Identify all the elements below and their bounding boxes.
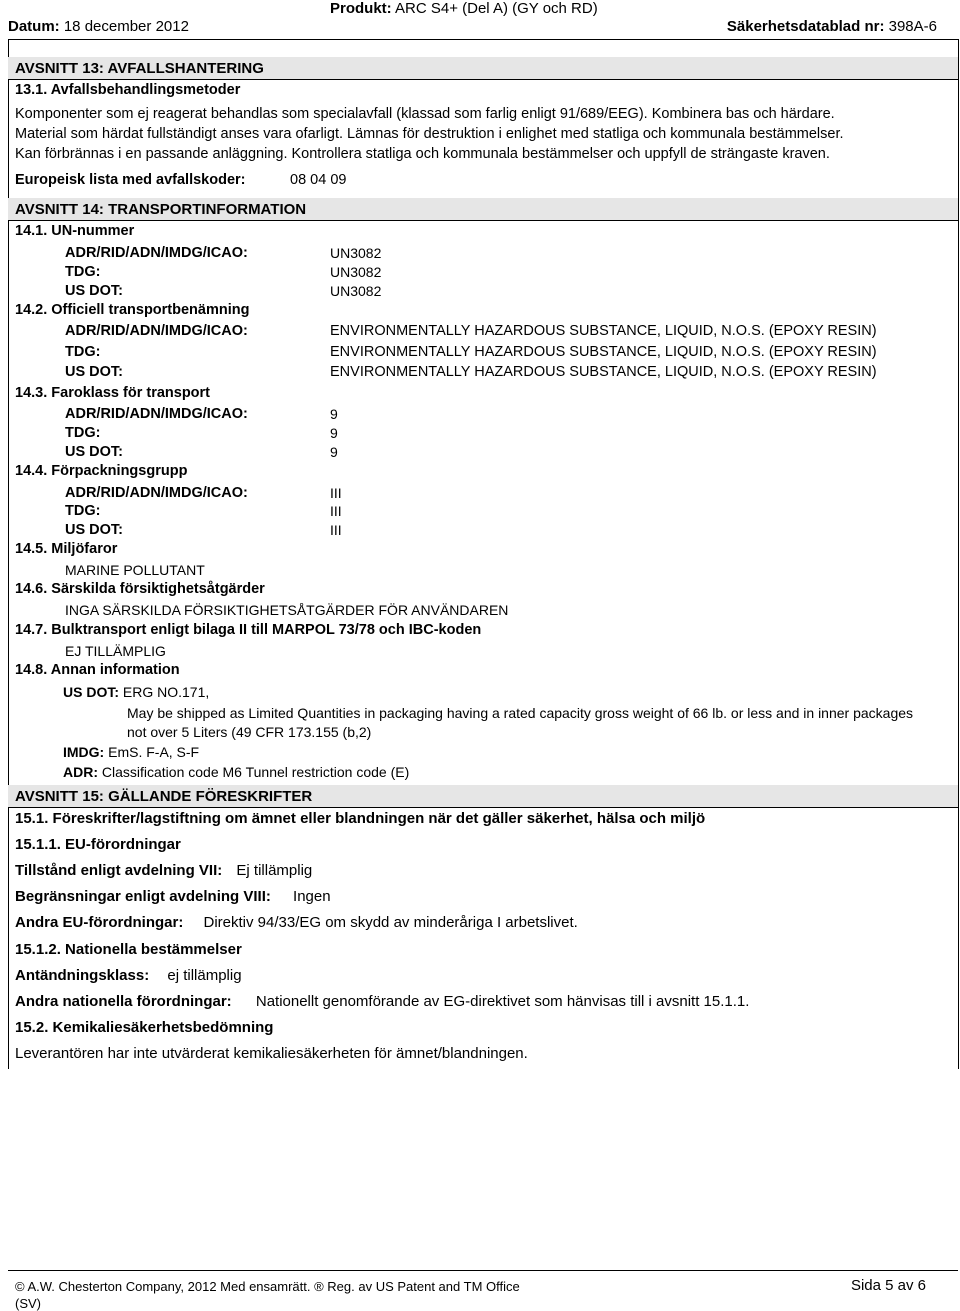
- un-number-title: 14.1. UN-nummer: [15, 223, 135, 239]
- restrictions-value: Ingen: [293, 888, 331, 905]
- frame-right: [958, 39, 959, 1069]
- un-row-label: ADR/RID/ADN/IMDG/ICAO:: [65, 245, 248, 261]
- shipping-name-value: ENVIRONMENTALLY HAZARDOUS SUBSTANCE, LIQUID, N.O.S. (EPOXY RESIN): [330, 344, 877, 360]
- shipping-name-label: ADR/RID/ADN/IMDG/ICAO:: [65, 323, 248, 339]
- shipping-name-label: US DOT:: [65, 364, 123, 380]
- shipping-name-label: TDG:: [65, 344, 101, 360]
- sds-label: Säkerhetsdatablad nr:: [726, 18, 885, 35]
- us-dot-label: US DOT:: [63, 684, 119, 700]
- un-row-value: UN3082: [330, 264, 382, 280]
- section-15-title: AVSNITT 15: GÄLLANDE FÖRESKRIFTER: [15, 788, 313, 805]
- us-dot-info: [63, 684, 209, 700]
- other-eu-value: Direktiv 94/33/EG om skydd av minderåriga I arbetslivet.: [203, 914, 578, 931]
- header-rule: [8, 39, 958, 40]
- date-label: Datum:: [8, 18, 60, 35]
- un-row-value: UN3082: [330, 283, 382, 299]
- other-national-label: Andra nationella förordningar:: [15, 993, 232, 1010]
- sds-value: 398A-6: [888, 18, 937, 35]
- un-row-value: UN3082: [330, 245, 382, 261]
- section-13-line: Kan förbrännas i en passande anläggning. Kontrollera statliga och kommunala bestämmelser och uppfyll de strängaste kraven.: [15, 146, 830, 162]
- section-13-line: Komponenter som ej reagerat behandlas som specialavfall (klassad som farlig enligt 91/689/EEG). Kombinera bas och härdare.: [15, 106, 835, 122]
- footer-rule: [8, 1270, 958, 1271]
- date-value: 18 december 2012: [63, 18, 189, 35]
- restrictions-row: [15, 888, 331, 905]
- packing-group-label: US DOT:: [65, 522, 123, 538]
- section-15-1-2-title: 15.1.2. Nationella bestämmelser: [15, 941, 242, 958]
- hazard-class-label: TDG:: [65, 425, 101, 441]
- authorisation-label: Tillstånd enligt avdelning VII:: [15, 862, 223, 879]
- authorisation-row: [15, 862, 312, 879]
- special-precautions-title: 14.6. Särskilda försiktighetsåtgärder: [15, 581, 265, 597]
- ignition-class-value: ej tillämplig: [167, 967, 242, 984]
- waste-code-label: Europeisk lista med avfallskoder:: [15, 172, 246, 188]
- adr-value: Classification code M6 Tunnel restriction code (E): [101, 764, 410, 780]
- packing-group-value: III: [330, 503, 342, 519]
- frame-left: [8, 39, 9, 1069]
- waste-code-value: 08 04 09: [290, 172, 347, 188]
- un-row-label: US DOT:: [65, 283, 123, 299]
- footer-copyright: © A.W. Chesterton Company, 2012 Med ensamrätt. ® Reg. av US Patent and TM Office: [15, 1279, 520, 1294]
- us-dot-value: ERG NO.171,: [122, 684, 210, 700]
- section-13-line: Material som härdat fullständigt anses vara ofarligt. Lämnas för destruktion i enlighet med statliga och kommunala bestämmelser.: [15, 126, 844, 142]
- hazard-class-label: ADR/RID/ADN/IMDG/ICAO:: [65, 406, 248, 422]
- hazard-class-value: 9: [330, 444, 338, 460]
- section-14-header: [8, 198, 958, 221]
- other-national-value: Nationellt genomförande av EG-direktivet som hänvisas till i avsnitt 15.1.1.: [255, 993, 750, 1010]
- header-sds: [727, 18, 937, 35]
- us-dot-note: not over 5 Liters (49 CFR 173.155 (b,2): [127, 724, 372, 740]
- shipping-name-value: ENVIRONMENTALLY HAZARDOUS SUBSTANCE, LIQUID, N.O.S. (EPOXY RESIN): [330, 323, 877, 339]
- ignition-class-row: [15, 967, 242, 984]
- packing-group-value: III: [330, 522, 342, 538]
- section-15-2-text: Leverantören har inte utvärderat kemikaliesäkerheten för ämnet/blandningen.: [15, 1045, 528, 1062]
- section-13-title: AVSNITT 13: AVFALLSHANTERING: [15, 60, 264, 77]
- adr-info: [63, 764, 409, 780]
- section-14-title: AVSNITT 14: TRANSPORTINFORMATION: [15, 201, 307, 218]
- packing-group-value: III: [330, 485, 342, 501]
- section-15-header: [8, 785, 958, 808]
- environmental-hazards-title: 14.5. Miljöfaror: [15, 541, 118, 557]
- section-13-1-title: 13.1. Avfallsbehandlingsmetoder: [15, 82, 241, 98]
- imdg-value: EmS. F-A, S-F: [108, 744, 200, 760]
- header-product: [330, 0, 598, 17]
- footer-language: (SV): [15, 1296, 41, 1311]
- packing-group-label: ADR/RID/ADN/IMDG/ICAO:: [65, 485, 248, 501]
- section-13-header: [8, 57, 958, 80]
- ignition-class-label: Antändningsklass:: [15, 967, 150, 984]
- adr-label: ADR:: [63, 764, 98, 780]
- shipping-name-value: ENVIRONMENTALLY HAZARDOUS SUBSTANCE, LIQUID, N.O.S. (EPOXY RESIN): [330, 364, 877, 380]
- hazard-class-value: 9: [330, 425, 338, 441]
- hazard-class-label: US DOT:: [65, 444, 123, 460]
- imdg-info: [63, 744, 199, 760]
- section-15-1-1-title: 15.1.1. EU-förordningar: [15, 836, 181, 853]
- product-value: ARC S4+ (Del A) (GY och RD): [395, 0, 598, 17]
- us-dot-note: May be shipped as Limited Quantities in packaging having a rated capacity gross weight of 66 lb. or less and in inner packages: [127, 705, 914, 721]
- other-eu-label: Andra EU-förordningar:: [15, 914, 184, 931]
- packing-group-label: TDG:: [65, 503, 101, 519]
- section-15-1-title: 15.1. Föreskrifter/lagstiftning om ämnet eller blandningen när det gäller säkerhet, hälsa och miljö: [15, 810, 706, 827]
- shipping-name-title: 14.2. Officiell transportbenämning: [15, 302, 250, 318]
- section-15-2-title: 15.2. Kemikaliesäkerhetsbedömning: [15, 1019, 274, 1036]
- un-row-label: TDG:: [65, 264, 101, 280]
- authorisation-value: Ej tillämplig: [236, 862, 313, 879]
- other-info-title: 14.8. Annan information: [15, 662, 180, 678]
- hazard-class-value: 9: [330, 406, 338, 422]
- hazard-class-title: 14.3. Faroklass för transport: [15, 385, 211, 401]
- footer-page-number: Sida 5 av 6: [850, 1277, 926, 1294]
- imdg-label: IMDG:: [63, 744, 105, 760]
- special-precautions-value: INGA SÄRSKILDA FÖRSIKTIGHETSÅTGÄRDER FÖR ANVÄNDAREN: [65, 602, 509, 618]
- bulk-transport-title: 14.7. Bulktransport enligt bilaga II till MARPOL 73/78 och IBC-koden: [15, 622, 482, 638]
- header-date: [8, 18, 189, 35]
- restrictions-label: Begränsningar enligt avdelning VIII:: [15, 888, 271, 905]
- other-national-row: [15, 993, 749, 1010]
- packing-group-title: 14.4. Förpackningsgrupp: [15, 463, 188, 479]
- other-eu-row: [15, 914, 578, 931]
- environmental-hazards-value: MARINE POLLUTANT: [65, 562, 205, 578]
- product-label: Produkt:: [330, 0, 392, 17]
- bulk-transport-value: EJ TILLÄMPLIG: [65, 643, 166, 659]
